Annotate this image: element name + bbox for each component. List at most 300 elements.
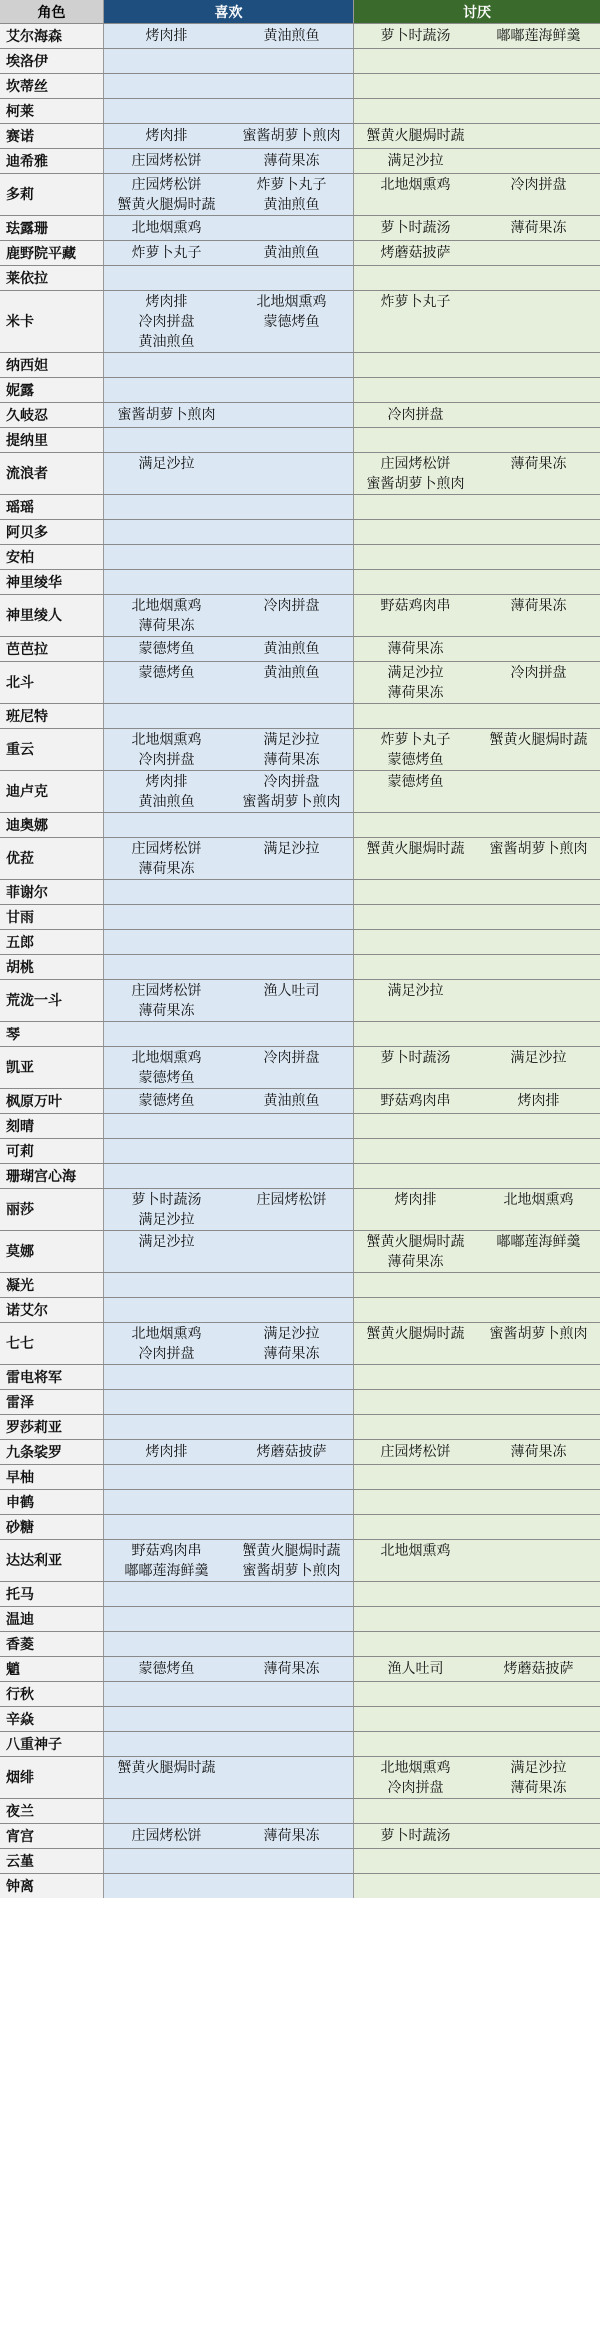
row-divider	[0, 215, 600, 216]
row-divider	[0, 1088, 600, 1089]
disliked-dish: 蟹黄火腿焗时蔬	[366, 1234, 465, 1250]
header-dislikes: 讨厌	[354, 0, 600, 23]
character-name: 雷泽	[0, 1389, 104, 1414]
dislikes-cell	[354, 1230, 600, 1272]
liked-dish: 冷肉拼盘	[263, 1050, 320, 1066]
disliked-dish: 炸萝卜丸子	[380, 294, 451, 310]
table-row	[0, 1539, 600, 1581]
row-divider	[0, 1046, 600, 1047]
row-divider	[0, 1439, 600, 1440]
liked-dish: 北地烟熏鸡	[131, 1050, 202, 1066]
character-name: 艾尔海森	[0, 23, 104, 48]
dislikes-cell	[354, 173, 600, 215]
likes-cell	[104, 1297, 354, 1322]
liked-dish: 庄园烤松饼	[131, 841, 202, 857]
table-row	[0, 519, 600, 544]
dislikes-cell	[354, 728, 600, 770]
disliked-dish: 蜜酱胡萝卜煎肉	[489, 841, 588, 857]
dislikes-cell	[354, 594, 600, 636]
disliked-dish: 烤肉排	[517, 1093, 560, 1109]
disliked-dish: 烤肉排	[394, 1192, 437, 1208]
row-divider	[0, 1163, 600, 1164]
liked-dish: 薄荷果冻	[263, 1346, 320, 1362]
likes-cell	[104, 1021, 354, 1046]
disliked-dish: 薄荷果冻	[387, 641, 444, 657]
likes-cell	[104, 352, 354, 377]
dislikes-cell	[354, 1138, 600, 1163]
dislikes-cell	[354, 1656, 600, 1681]
dislikes-cell	[354, 904, 600, 929]
character-name: 久岐忍	[0, 402, 104, 427]
liked-dish: 满足沙拉	[138, 1234, 195, 1250]
liked-dish: 北地烟熏鸡	[256, 294, 327, 310]
liked-dish: 蒙德烤鱼	[138, 665, 195, 681]
likes-cell	[104, 1514, 354, 1539]
character-name: 砂糖	[0, 1514, 104, 1539]
table-row	[0, 215, 600, 240]
table-row	[0, 979, 600, 1021]
table-row	[0, 427, 600, 452]
likes-cell	[104, 1389, 354, 1414]
liked-dish: 北地烟熏鸡	[131, 732, 202, 748]
likes-cell	[104, 1088, 354, 1113]
likes-cell	[104, 544, 354, 569]
character-name: 莫娜	[0, 1230, 104, 1272]
liked-dish: 蜜酱胡萝卜煎肉	[242, 1563, 341, 1579]
character-name: 迪奥娜	[0, 812, 104, 837]
dislikes-cell	[354, 1046, 600, 1088]
table-row	[0, 290, 600, 352]
disliked-dish: 满足沙拉	[510, 1760, 567, 1776]
row-divider	[0, 1873, 600, 1874]
liked-dish: 冷肉拼盘	[138, 752, 195, 768]
likes-cell	[104, 703, 354, 728]
likes-cell	[104, 979, 354, 1021]
dislikes-cell	[354, 1756, 600, 1798]
liked-dish: 庄园烤松饼	[131, 153, 202, 169]
likes-cell	[104, 728, 354, 770]
dislikes-cell	[354, 812, 600, 837]
likes-cell	[104, 23, 354, 48]
table-row	[0, 1731, 600, 1756]
table-row	[0, 1138, 600, 1163]
character-name: 提纳里	[0, 427, 104, 452]
likes-cell	[104, 494, 354, 519]
row-divider	[0, 123, 600, 124]
disliked-dish: 蟹黄火腿焗时蔬	[366, 128, 465, 144]
character-name: 芭芭拉	[0, 636, 104, 661]
dislikes-cell	[354, 1631, 600, 1656]
likes-cell	[104, 290, 354, 352]
row-divider	[0, 728, 600, 729]
row-divider	[0, 1848, 600, 1849]
table-row	[0, 48, 600, 73]
row-divider	[0, 377, 600, 378]
dislikes-cell	[354, 427, 600, 452]
table-row	[0, 1756, 600, 1798]
table-row	[0, 1631, 600, 1656]
dislikes-cell	[354, 1464, 600, 1489]
dislikes-cell	[354, 1272, 600, 1297]
header-character: 角色	[0, 0, 104, 23]
character-name: 云堇	[0, 1848, 104, 1873]
liked-dish: 庄园烤松饼	[131, 1828, 202, 1844]
liked-dish: 北地烟熏鸡	[131, 220, 202, 236]
row-divider	[0, 352, 600, 353]
dislikes-cell	[354, 1113, 600, 1138]
liked-dish: 薄荷果冻	[263, 752, 320, 768]
likes-cell	[104, 123, 354, 148]
row-divider	[0, 929, 600, 930]
dislikes-cell	[354, 1163, 600, 1188]
row-divider	[0, 703, 600, 704]
table-row	[0, 240, 600, 265]
table-row	[0, 1088, 600, 1113]
disliked-dish: 北地烟熏鸡	[380, 1543, 451, 1559]
row-divider	[0, 452, 600, 453]
table-row	[0, 1606, 600, 1631]
likes-cell	[104, 1272, 354, 1297]
row-divider	[0, 1606, 600, 1607]
table-row	[0, 837, 600, 879]
character-name: 宵宫	[0, 1823, 104, 1848]
disliked-dish: 野菇鸡肉串	[380, 598, 451, 614]
likes-cell	[104, 1364, 354, 1389]
likes-cell	[104, 929, 354, 954]
liked-dish: 冷肉拼盘	[263, 598, 320, 614]
likes-cell	[104, 1606, 354, 1631]
table-row	[0, 1364, 600, 1389]
character-name: 凝光	[0, 1272, 104, 1297]
character-name: 枫原万叶	[0, 1088, 104, 1113]
table-row	[0, 1581, 600, 1606]
dislikes-cell	[354, 1873, 600, 1898]
disliked-dish: 蟹黄火腿焗时蔬	[489, 732, 588, 748]
table-row	[0, 377, 600, 402]
disliked-dish: 蜜酱胡萝卜煎肉	[489, 1326, 588, 1342]
row-divider	[0, 1297, 600, 1298]
row-divider	[0, 1489, 600, 1490]
character-name: 菲谢尔	[0, 879, 104, 904]
likes-cell	[104, 98, 354, 123]
table-row	[0, 1514, 600, 1539]
dislikes-cell	[354, 377, 600, 402]
character-name: 雷电将军	[0, 1364, 104, 1389]
likes-cell	[104, 569, 354, 594]
character-name: 甘雨	[0, 904, 104, 929]
character-name: 香菱	[0, 1631, 104, 1656]
row-divider	[0, 48, 600, 49]
row-divider	[0, 1272, 600, 1273]
dislikes-cell	[354, 1539, 600, 1581]
character-name: 莱依拉	[0, 265, 104, 290]
disliked-dish: 庄园烤松饼	[380, 456, 451, 472]
likes-cell	[104, 1731, 354, 1756]
character-name: 早柚	[0, 1464, 104, 1489]
likes-cell	[104, 1113, 354, 1138]
table-row	[0, 661, 600, 703]
table-row	[0, 904, 600, 929]
row-divider	[0, 1731, 600, 1732]
likes-cell	[104, 173, 354, 215]
dislikes-cell	[354, 1439, 600, 1464]
disliked-dish: 冷肉拼盘	[387, 1780, 444, 1796]
disliked-dish: 蜜酱胡萝卜煎肉	[366, 476, 465, 492]
disliked-dish: 北地烟熏鸡	[380, 177, 451, 193]
character-name: 可莉	[0, 1138, 104, 1163]
disliked-dish: 嘟嘟莲海鲜羹	[496, 1234, 581, 1250]
dislikes-cell	[354, 1581, 600, 1606]
row-divider	[0, 879, 600, 880]
likes-cell	[104, 402, 354, 427]
character-name: 达达利亚	[0, 1539, 104, 1581]
row-divider	[0, 265, 600, 266]
table-row	[0, 569, 600, 594]
table-row	[0, 1322, 600, 1364]
dislikes-cell	[354, 1088, 600, 1113]
liked-dish: 嘟嘟莲海鲜羹	[124, 1563, 209, 1579]
row-divider	[0, 1706, 600, 1707]
disliked-dish: 薄荷果冻	[510, 598, 567, 614]
dislikes-cell	[354, 879, 600, 904]
disliked-dish: 嘟嘟莲海鲜羹	[496, 28, 581, 44]
dislikes-cell	[354, 1823, 600, 1848]
liked-dish: 蜜酱胡萝卜煎肉	[242, 128, 341, 144]
table-row	[0, 1389, 600, 1414]
liked-dish: 黄油煎鱼	[263, 28, 320, 44]
dislikes-cell	[354, 929, 600, 954]
character-name: 五郎	[0, 929, 104, 954]
disliked-dish: 烤蘑菇披萨	[380, 245, 451, 261]
character-name: 诺艾尔	[0, 1297, 104, 1322]
row-divider	[0, 173, 600, 174]
likes-cell	[104, 1798, 354, 1823]
disliked-dish: 薄荷果冻	[510, 1444, 567, 1460]
table-row	[0, 1113, 600, 1138]
dislikes-cell	[354, 703, 600, 728]
liked-dish: 烤肉排	[145, 774, 188, 790]
likes-cell	[104, 1756, 354, 1798]
character-name: 罗莎莉亚	[0, 1414, 104, 1439]
dislikes-cell	[354, 452, 600, 494]
liked-dish: 薄荷果冻	[263, 1661, 320, 1677]
row-divider	[0, 1188, 600, 1189]
dislikes-cell	[354, 1681, 600, 1706]
table-row	[0, 1046, 600, 1088]
likes-cell	[104, 265, 354, 290]
liked-dish: 冷肉拼盘	[138, 1346, 195, 1362]
likes-cell	[104, 148, 354, 173]
disliked-dish: 萝卜时蔬汤	[380, 1828, 451, 1844]
table-row	[0, 1439, 600, 1464]
likes-cell	[104, 73, 354, 98]
table-row	[0, 703, 600, 728]
liked-dish: 烤肉排	[145, 1444, 188, 1460]
character-name: 流浪者	[0, 452, 104, 494]
liked-dish: 蜜酱胡萝卜煎肉	[242, 794, 341, 810]
character-name: 辛焱	[0, 1706, 104, 1731]
table-row	[0, 73, 600, 98]
character-name: 温迪	[0, 1606, 104, 1631]
liked-dish: 蟹黄火腿焗时蔬	[242, 1543, 341, 1559]
row-divider	[0, 1631, 600, 1632]
character-name: 行秋	[0, 1681, 104, 1706]
likes-cell	[104, 594, 354, 636]
disliked-dish: 烤蘑菇披萨	[503, 1661, 574, 1677]
likes-cell	[104, 240, 354, 265]
row-divider	[0, 73, 600, 74]
row-divider	[0, 1656, 600, 1657]
character-name: 琴	[0, 1021, 104, 1046]
table-row	[0, 23, 600, 48]
table-row	[0, 1656, 600, 1681]
dislikes-cell	[354, 123, 600, 148]
table-row	[0, 728, 600, 770]
likes-cell	[104, 1439, 354, 1464]
dislikes-cell	[354, 837, 600, 879]
row-divider	[0, 1798, 600, 1799]
dislikes-cell	[354, 1389, 600, 1414]
character-name: 纳西妲	[0, 352, 104, 377]
character-name: 重云	[0, 728, 104, 770]
liked-dish: 黄油煎鱼	[138, 794, 195, 810]
row-divider	[0, 1539, 600, 1540]
liked-dish: 满足沙拉	[138, 456, 195, 472]
liked-dish: 炸萝卜丸子	[131, 245, 202, 261]
liked-dish: 渔人吐司	[263, 983, 320, 999]
dislikes-cell	[354, 48, 600, 73]
dislikes-cell	[354, 979, 600, 1021]
table-row	[0, 1272, 600, 1297]
likes-cell	[104, 954, 354, 979]
dislikes-cell	[354, 1514, 600, 1539]
likes-cell	[104, 1489, 354, 1514]
row-divider	[0, 519, 600, 520]
liked-dish: 薄荷果冻	[138, 861, 195, 877]
likes-cell	[104, 452, 354, 494]
table-row	[0, 770, 600, 812]
row-divider	[0, 979, 600, 980]
table-row	[0, 123, 600, 148]
liked-dish: 薄荷果冻	[138, 618, 195, 634]
likes-cell	[104, 215, 354, 240]
row-divider	[0, 569, 600, 570]
character-name: 荒泷一斗	[0, 979, 104, 1021]
dislikes-cell	[354, 1848, 600, 1873]
dislikes-cell	[354, 1021, 600, 1046]
row-divider	[0, 1514, 600, 1515]
row-divider	[0, 1364, 600, 1365]
row-divider	[0, 954, 600, 955]
disliked-dish: 蒙德烤鱼	[387, 752, 444, 768]
dislikes-cell	[354, 1731, 600, 1756]
character-name: 托马	[0, 1581, 104, 1606]
likes-cell	[104, 1581, 354, 1606]
character-name: 丽莎	[0, 1188, 104, 1230]
dislikes-cell	[354, 494, 600, 519]
liked-dish: 蒙德烤鱼	[138, 1070, 195, 1086]
character-name: 米卡	[0, 290, 104, 352]
liked-dish: 薄荷果冻	[138, 1003, 195, 1019]
liked-dish: 野菇鸡肉串	[131, 1543, 202, 1559]
character-name: 优菈	[0, 837, 104, 879]
row-divider	[0, 1138, 600, 1139]
table-row	[0, 1873, 600, 1898]
table-row	[0, 452, 600, 494]
dislikes-cell	[354, 148, 600, 173]
liked-dish: 黄油煎鱼	[138, 334, 195, 350]
table-row	[0, 1163, 600, 1188]
character-name: 柯莱	[0, 98, 104, 123]
table-row	[0, 352, 600, 377]
character-name: 凯亚	[0, 1046, 104, 1088]
likes-cell	[104, 1138, 354, 1163]
table-row	[0, 929, 600, 954]
table-row	[0, 265, 600, 290]
liked-dish: 满足沙拉	[263, 841, 320, 857]
table-row	[0, 636, 600, 661]
likes-cell	[104, 427, 354, 452]
likes-cell	[104, 1823, 354, 1848]
table-row	[0, 148, 600, 173]
disliked-dish: 萝卜时蔬汤	[380, 220, 451, 236]
row-divider	[0, 544, 600, 545]
table-row	[0, 402, 600, 427]
table-row	[0, 812, 600, 837]
likes-cell	[104, 1230, 354, 1272]
disliked-dish: 北地烟熏鸡	[380, 1760, 451, 1776]
character-name: 七七	[0, 1322, 104, 1364]
disliked-dish: 薄荷果冻	[387, 1254, 444, 1270]
row-divider	[0, 290, 600, 291]
character-name: 刻晴	[0, 1113, 104, 1138]
disliked-dish: 萝卜时蔬汤	[380, 1050, 451, 1066]
likes-cell	[104, 1163, 354, 1188]
liked-dish: 炸萝卜丸子	[256, 177, 327, 193]
row-divider	[0, 1322, 600, 1323]
dislikes-cell	[354, 98, 600, 123]
likes-cell	[104, 1414, 354, 1439]
table-row	[0, 1798, 600, 1823]
dislikes-cell	[354, 544, 600, 569]
table-row	[0, 1706, 600, 1731]
liked-dish: 北地烟熏鸡	[131, 598, 202, 614]
dislikes-cell	[354, 636, 600, 661]
disliked-dish: 蟹黄火腿焗时蔬	[366, 841, 465, 857]
table-row	[0, 1464, 600, 1489]
character-name: 珊瑚宫心海	[0, 1163, 104, 1188]
table-row	[0, 173, 600, 215]
character-name: 烟绯	[0, 1756, 104, 1798]
row-divider	[0, 661, 600, 662]
dislikes-cell	[354, 352, 600, 377]
row-divider	[0, 812, 600, 813]
row-divider	[0, 402, 600, 403]
dislikes-cell	[354, 954, 600, 979]
likes-cell	[104, 837, 354, 879]
liked-dish: 北地烟熏鸡	[131, 1326, 202, 1342]
row-divider	[0, 1021, 600, 1022]
likes-cell	[104, 1656, 354, 1681]
row-divider	[0, 1389, 600, 1390]
disliked-dish: 薄荷果冻	[510, 220, 567, 236]
disliked-dish: 冷肉拼盘	[510, 665, 567, 681]
liked-dish: 蒙德烤鱼	[138, 641, 195, 657]
likes-cell	[104, 904, 354, 929]
likes-cell	[104, 1848, 354, 1873]
table-row	[0, 954, 600, 979]
likes-cell	[104, 1046, 354, 1088]
